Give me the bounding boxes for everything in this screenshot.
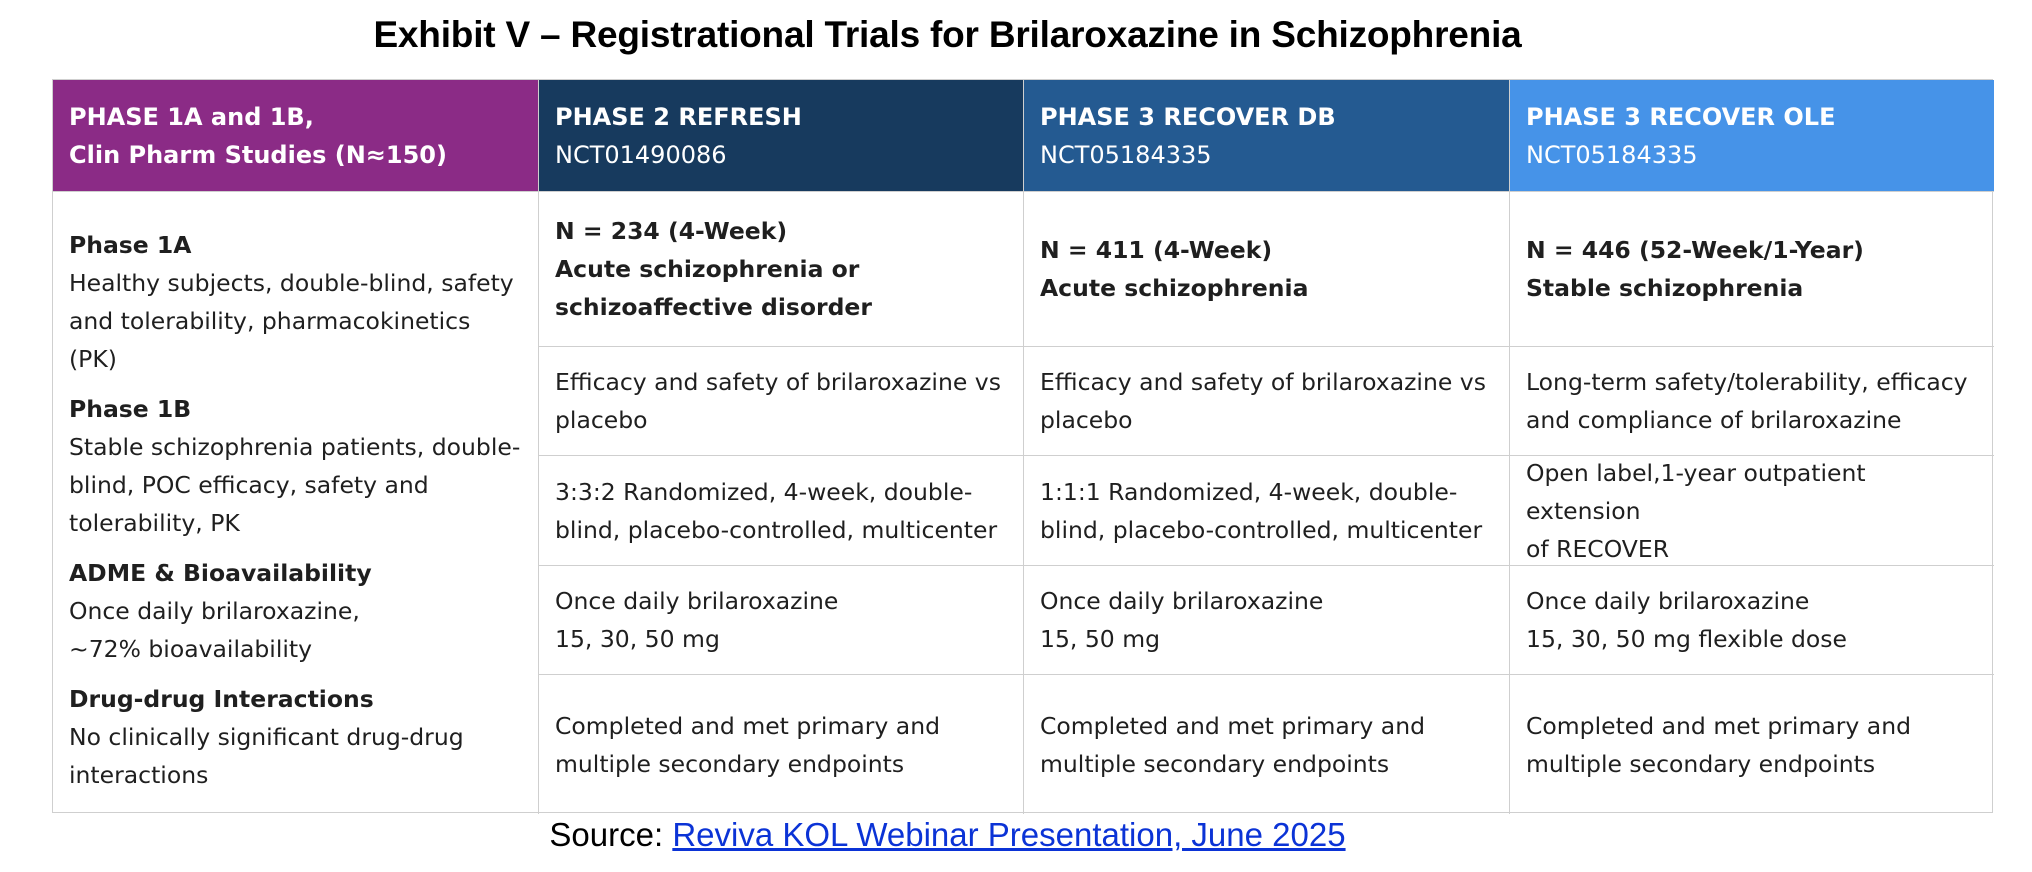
header-nct-id: NCT05184335	[1040, 140, 1212, 169]
dose-text: 15, 30, 50 mg	[555, 625, 720, 653]
status-recover-db	[1023, 674, 1509, 814]
header-phase3-recover-db	[1023, 80, 1509, 191]
design-recover-db	[1023, 455, 1509, 565]
section-text: Healthy subjects, double-blind, safety	[69, 269, 514, 297]
section-text: No clinically significant drug-drug	[69, 723, 464, 751]
phase-1a-section	[69, 226, 522, 378]
dose-text: Once daily brilaroxazine	[1526, 587, 1810, 615]
source-link[interactable]: Reviva KOL Webinar Presentation, June 2025	[672, 816, 1346, 853]
dose-refresh	[538, 565, 1023, 674]
design-text: 1:1:1 Randomized, 4-week, double-	[1040, 477, 1458, 506]
section-heading: ADME & Bioavailability	[69, 559, 372, 587]
status-text: Completed and met primary and	[1040, 711, 1426, 740]
population-desc: Acute schizophrenia or	[555, 255, 860, 283]
population-desc: Acute schizophrenia	[1040, 274, 1309, 302]
dose-text: Once daily brilaroxazine	[1040, 587, 1324, 615]
source-prefix: Source:	[549, 816, 673, 853]
population-n: N = 411 (4-Week)	[1040, 236, 1273, 264]
source-citation	[0, 816, 1895, 854]
objective-text: Efficacy and safety of brilaroxazine vs	[1040, 368, 1486, 396]
section-text: Once daily brilaroxazine,	[69, 597, 360, 625]
design-text: 3:3:2 Randomized, 4-week, double-	[555, 477, 973, 506]
objective-text: placebo	[555, 406, 648, 434]
header-line1: PHASE 3 RECOVER OLE	[1526, 102, 1836, 131]
section-text: Stable schizophrenia patients, double-	[69, 433, 521, 461]
population-n: N = 234 (4-Week)	[555, 217, 788, 245]
design-recover-ole	[1509, 455, 1994, 565]
status-text: multiple secondary endpoints	[1040, 749, 1390, 778]
population-refresh	[538, 191, 1023, 346]
population-n: N = 446 (52-Week/1-Year)	[1526, 236, 1864, 264]
section-heading: Phase 1B	[69, 395, 192, 423]
population-desc: schizoaffective disorder	[555, 293, 872, 321]
status-text: Completed and met primary and	[555, 711, 941, 740]
objective-recover-db	[1023, 346, 1509, 455]
section-text: interactions	[69, 761, 209, 789]
ddi-section	[69, 680, 522, 794]
exhibit-title: Exhibit V – Registrational Trials for Brilaroxazine in Schizophrenia	[373, 14, 1522, 55]
design-refresh	[538, 455, 1023, 565]
section-text: ~72% bioavailability	[69, 635, 313, 663]
population-recover-db	[1023, 191, 1509, 346]
objective-refresh	[538, 346, 1023, 455]
status-text: multiple secondary endpoints	[1526, 749, 1876, 778]
section-text: and tolerability, pharmacokinetics (PK)	[69, 307, 471, 373]
header-line1: PHASE 1A and 1B,	[69, 102, 314, 131]
dose-text: 15, 50 mg	[1040, 625, 1161, 653]
header-line1: PHASE 3 RECOVER DB	[1040, 102, 1336, 131]
header-nct-id: NCT01490086	[555, 140, 727, 169]
dose-recover-db	[1023, 565, 1509, 674]
objective-text: and compliance of brilaroxazine	[1526, 406, 1902, 434]
section-heading: Drug-drug Interactions	[69, 685, 374, 713]
status-text: multiple secondary endpoints	[555, 749, 905, 778]
header-nct-id: NCT05184335	[1526, 140, 1698, 169]
status-recover-ole	[1509, 674, 1994, 814]
population-recover-ole	[1509, 191, 1994, 346]
header-phase2-refresh	[538, 80, 1023, 191]
design-text: of RECOVER	[1526, 534, 1670, 563]
design-text: blind, placebo-controlled, multicenter	[1040, 515, 1483, 544]
design-text: blind, placebo-controlled, multicenter	[555, 515, 998, 544]
section-heading: Phase 1A	[69, 231, 192, 259]
trials-table	[52, 79, 1993, 813]
dose-recover-ole	[1509, 565, 1994, 674]
population-desc: Stable schizophrenia	[1526, 274, 1804, 302]
status-refresh	[538, 674, 1023, 814]
phase-1b-section	[69, 390, 522, 542]
dose-text: 15, 30, 50 mg flexible dose	[1526, 625, 1847, 653]
objective-recover-ole	[1509, 346, 1994, 455]
adme-section	[69, 554, 522, 668]
header-line1: PHASE 2 REFRESH	[555, 102, 802, 131]
design-text: Open label,1-year outpatient extension	[1526, 458, 1866, 525]
status-text: Completed and met primary and	[1526, 711, 1912, 740]
header-phase3-recover-ole	[1509, 80, 1994, 191]
header-line2: Clin Pharm Studies (N≈150)	[69, 140, 447, 169]
section-text: blind, POC efficacy, safety and	[69, 471, 429, 499]
section-text: tolerability, PK	[69, 509, 240, 537]
clin-pharm-details	[53, 191, 538, 814]
dose-text: Once daily brilaroxazine	[555, 587, 839, 615]
header-clin-pharm	[53, 80, 538, 191]
objective-text: Efficacy and safety of brilaroxazine vs	[555, 368, 1001, 396]
objective-text: Long-term safety/tolerability, efficacy	[1526, 368, 1968, 396]
objective-text: placebo	[1040, 406, 1133, 434]
